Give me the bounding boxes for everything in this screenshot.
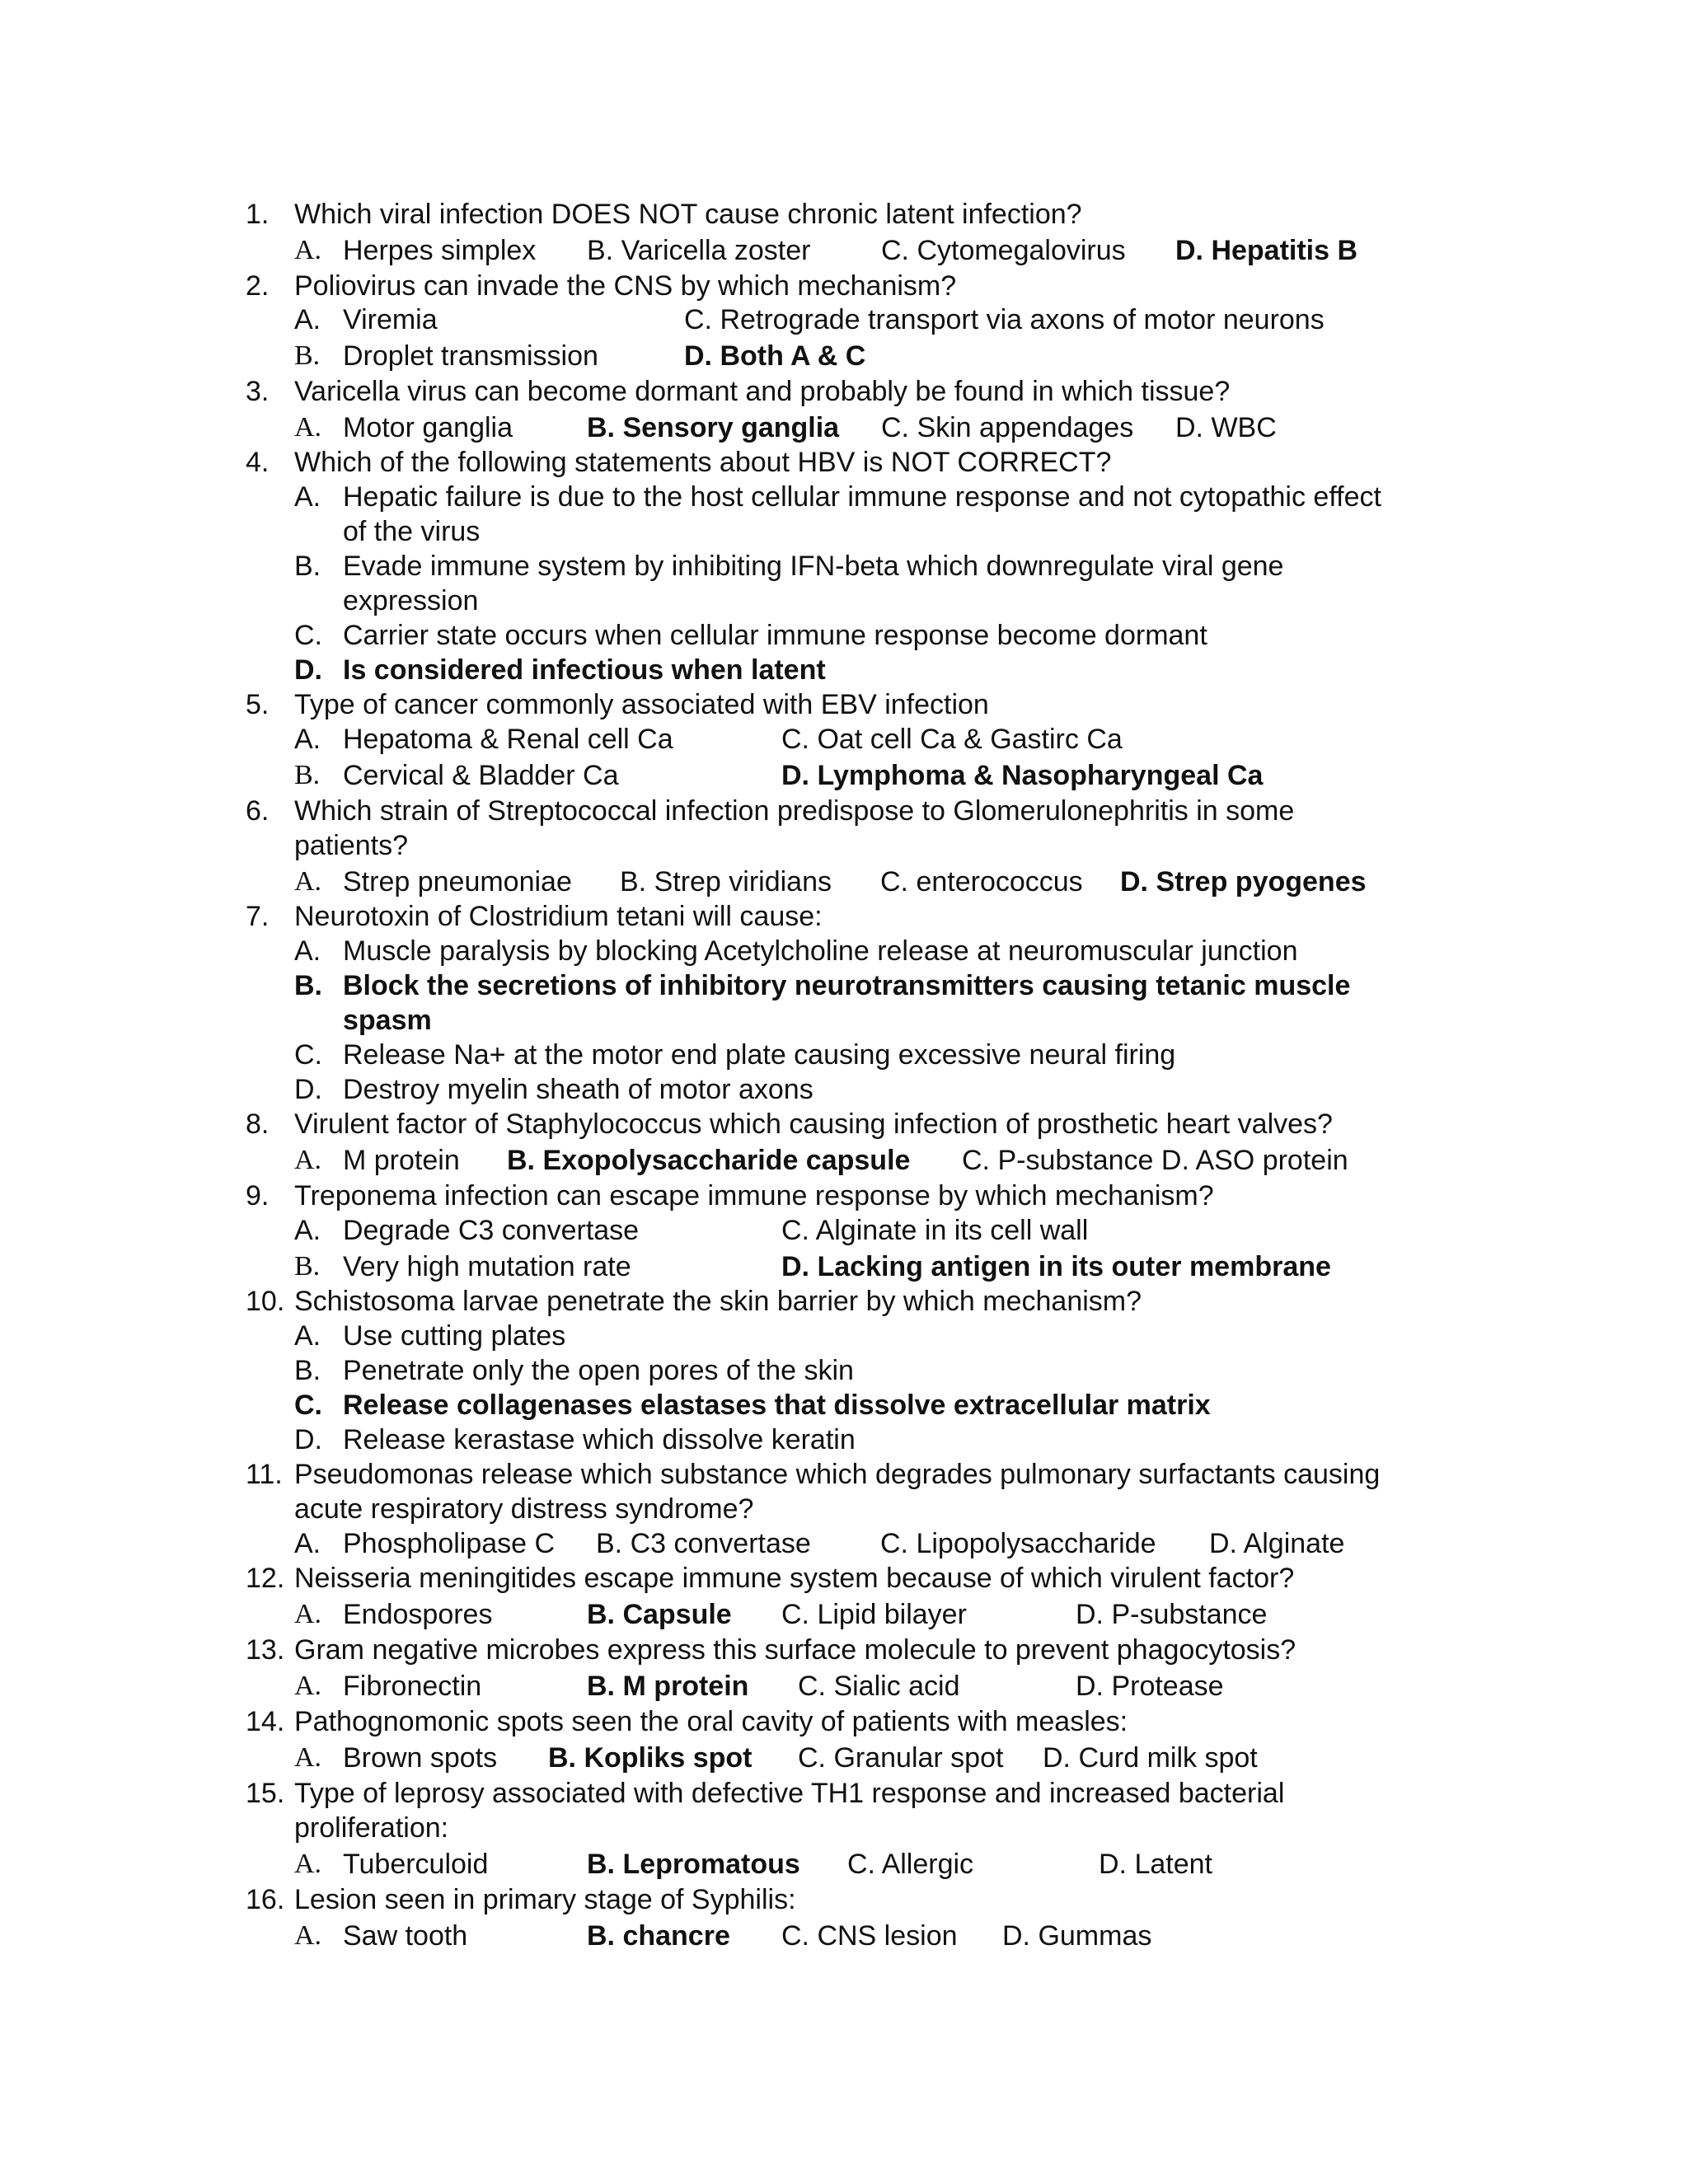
q9-option-d: D. Lacking antigen in its outer membrane bbox=[781, 1251, 1331, 1282]
q5-question: Type of cancer commonly associated with EBV infection bbox=[294, 689, 989, 720]
q6-option-a-letter: A. bbox=[294, 866, 322, 897]
q16-question: Lesion seen in primary stage of Syphilis: bbox=[294, 1884, 796, 1915]
q11-question-line1: Pseudomonas release which substance which degrades pulmonary surfactants causing bbox=[294, 1459, 1381, 1490]
q16-option-a-letter: A. bbox=[294, 1920, 322, 1951]
q12-option-d: D. P-substance bbox=[1076, 1599, 1268, 1630]
q8-option-b: B. Exopolysaccharide capsule bbox=[507, 1145, 911, 1176]
q1-option-d: D. Hepatitis B bbox=[1175, 235, 1358, 266]
q7-option-c-letter: C. bbox=[294, 1039, 322, 1071]
q4-option-a-line1: Hepatic failure is due to the host cellular immune response and not cytopathic effect bbox=[343, 481, 1381, 513]
q8-number: 8. bbox=[246, 1108, 270, 1140]
q10-number: 10. bbox=[246, 1286, 285, 1317]
q13-question: Gram negative microbes express this surface molecule to prevent phagocytosis? bbox=[294, 1634, 1296, 1666]
q16-option-b: B. chancre bbox=[587, 1920, 730, 1952]
q4-option-d-letter: D. bbox=[294, 654, 322, 686]
q12-option-b: B. Capsule bbox=[587, 1599, 732, 1630]
q5-option-a: Hepatoma & Renal cell Ca bbox=[343, 724, 673, 755]
q5-option-c: C. Oat cell Ca & Gastirc Ca bbox=[781, 724, 1123, 755]
q13-option-b: B. M protein bbox=[587, 1671, 749, 1702]
q9-option-a: Degrade C3 convertase bbox=[343, 1215, 640, 1246]
q6-question-line2: patients? bbox=[294, 830, 408, 861]
q2-option-c: C. Retrograde transport via axons of motor neurons bbox=[684, 304, 1325, 335]
q1-option-a: Herpes simplex bbox=[343, 235, 537, 266]
q12-option-a: Endospores bbox=[343, 1599, 493, 1630]
q3-option-c: C. Skin appendages bbox=[881, 412, 1134, 443]
q12-question: Neisseria meningitides escape immune system because of which virulent factor? bbox=[294, 1563, 1295, 1594]
q10-question: Schistosoma larvae penetrate the skin barrier by which mechanism? bbox=[294, 1286, 1142, 1317]
q15-option-b: B. Lepromatous bbox=[587, 1849, 800, 1880]
q9-option-a-letter: A. bbox=[294, 1215, 321, 1246]
q16-option-d: D. Gummas bbox=[1002, 1920, 1152, 1952]
q15-option-a: Tuberculoid bbox=[343, 1849, 489, 1880]
q2-question: Poliovirus can invade the CNS by which mechanism? bbox=[294, 270, 957, 302]
q7-question: Neurotoxin of Clostridium tetani will cause: bbox=[294, 901, 823, 932]
q7-option-a: Muscle paralysis by blocking Acetylcholine release at neuromuscular junction bbox=[343, 935, 1298, 967]
q9-question: Treponema infection can escape immune response by which mechanism? bbox=[294, 1180, 1214, 1212]
q4-option-c: Carrier state occurs when cellular immune response become dormant bbox=[343, 620, 1207, 651]
q11-number: 11. bbox=[246, 1459, 283, 1490]
q3-option-b: B. Sensory ganglia bbox=[587, 412, 840, 443]
q4-option-b-line2: expression bbox=[343, 585, 479, 616]
q12-number: 12. bbox=[246, 1563, 285, 1594]
q7-option-a-letter: A. bbox=[294, 935, 321, 967]
q8-question: Virulent factor of Staphylococcus which causing infection of prosthetic heart valves? bbox=[294, 1108, 1333, 1140]
q15-option-a-letter: A. bbox=[294, 1849, 322, 1879]
q2-option-b: Droplet transmission bbox=[343, 340, 598, 372]
q9-option-b-letter: B. bbox=[294, 1251, 321, 1282]
q16-option-a: Saw tooth bbox=[343, 1920, 468, 1952]
q14-option-a-letter: A. bbox=[294, 1742, 322, 1773]
q7-option-b-letter: B. bbox=[294, 970, 322, 1001]
q6-option-d: D. Strep pyogenes bbox=[1120, 866, 1367, 898]
q4-number: 4. bbox=[246, 447, 270, 478]
q5-number: 5. bbox=[246, 689, 270, 720]
q16-number: 16. bbox=[246, 1884, 285, 1915]
q14-option-b: B. Kopliks spot bbox=[548, 1742, 753, 1774]
q3-option-d: D. WBC bbox=[1175, 412, 1277, 443]
q8-option-a: M protein bbox=[343, 1145, 460, 1176]
q3-number: 3. bbox=[246, 376, 270, 407]
q7-option-b-line2: spasm bbox=[343, 1005, 432, 1036]
q10-option-b: Penetrate only the open pores of the skin bbox=[343, 1355, 854, 1386]
q1-question: Which viral infection DOES NOT cause chronic latent infection? bbox=[294, 199, 1082, 230]
q4-option-a-line2: of the virus bbox=[343, 516, 481, 547]
q5-option-a-letter: A. bbox=[294, 724, 321, 755]
q7-option-d: Destroy myelin sheath of motor axons bbox=[343, 1074, 814, 1105]
q6-number: 6. bbox=[246, 795, 270, 827]
q15-option-d: D. Latent bbox=[1099, 1849, 1212, 1880]
q7-number: 7. bbox=[246, 901, 270, 932]
q4-option-c-letter: C. bbox=[294, 620, 322, 651]
q1-option-c: C. Cytomegalovirus bbox=[881, 235, 1126, 266]
q2-option-a-letter: A. bbox=[294, 304, 321, 335]
q8-option-a-letter: A. bbox=[294, 1145, 322, 1175]
q1-option-a-letter: A. bbox=[294, 235, 322, 265]
q13-option-a-letter: A. bbox=[294, 1671, 322, 1701]
q11-question-line2: acute respiratory distress syndrome? bbox=[294, 1493, 754, 1525]
q7-option-c: Release Na+ at the motor end plate causing excessive neural firing bbox=[343, 1039, 1176, 1071]
q10-option-d-letter: D. bbox=[294, 1424, 322, 1455]
q6-question-line1: Which strain of Streptococcal infection predispose to Glomerulonephritis in some bbox=[294, 795, 1295, 827]
q7-option-d-letter: D. bbox=[294, 1074, 322, 1105]
q6-option-a: Strep pneumoniae bbox=[343, 866, 572, 898]
q5-option-b-letter: B. bbox=[294, 760, 321, 790]
q10-option-a: Use cutting plates bbox=[343, 1320, 566, 1352]
q1-number: 1. bbox=[246, 199, 270, 230]
q10-option-a-letter: A. bbox=[294, 1320, 321, 1352]
q10-option-c-letter: C. bbox=[294, 1390, 322, 1421]
q7-option-b-line1: Block the secretions of inhibitory neurotransmitters causing tetanic muscle bbox=[343, 970, 1351, 1001]
q13-number: 13. bbox=[246, 1634, 285, 1666]
q9-number: 9. bbox=[246, 1180, 270, 1212]
q4-option-b-line1: Evade immune system by inhibiting IFN-beta which downregulate viral gene bbox=[343, 551, 1284, 582]
q11-option-a: Phospholipase C bbox=[343, 1528, 556, 1559]
q15-number: 15. bbox=[246, 1778, 285, 1809]
q1-option-b: B. Varicella zoster bbox=[587, 235, 811, 266]
q4-option-b-letter: B. bbox=[294, 551, 321, 582]
q4-question: Which of the following statements about HBV is NOT CORRECT? bbox=[294, 447, 1112, 478]
q15-option-c: C. Allergic bbox=[847, 1849, 974, 1880]
q2-option-b-letter: B. bbox=[294, 340, 321, 371]
q10-option-b-letter: B. bbox=[294, 1355, 321, 1386]
q16-option-c: C. CNS lesion bbox=[781, 1920, 958, 1952]
q12-option-c: C. Lipid bilayer bbox=[781, 1599, 967, 1630]
q11-option-c: C. Lipopolysaccharide bbox=[880, 1528, 1156, 1559]
q11-option-d: D. Alginate bbox=[1209, 1528, 1345, 1559]
q14-option-c: C. Granular spot bbox=[798, 1742, 1004, 1774]
q13-option-d: D. Protease bbox=[1076, 1671, 1224, 1702]
q5-option-b: Cervical & Bladder Ca bbox=[343, 760, 619, 791]
q6-option-b: B. Strep viridians bbox=[620, 866, 832, 898]
q10-option-d: Release kerastase which dissolve keratin bbox=[343, 1424, 856, 1455]
q8-option-cd: C. P-substance D. ASO protein bbox=[962, 1145, 1348, 1176]
q14-question: Pathognomonic spots seen the oral cavity of patients with measles: bbox=[294, 1706, 1128, 1737]
q4-option-d: Is considered infectious when latent bbox=[343, 654, 826, 686]
q14-option-d: D. Curd milk spot bbox=[1043, 1742, 1258, 1774]
q10-option-c: Release collagenases elastases that dissolve extracellular matrix bbox=[343, 1390, 1211, 1421]
q12-option-a-letter: A. bbox=[294, 1599, 322, 1629]
q3-question: Varicella virus can become dormant and probably be found in which tissue? bbox=[294, 376, 1231, 407]
q14-option-a: Brown spots bbox=[343, 1742, 498, 1774]
q15-question-line1: Type of leprosy associated with defective TH1 response and increased bacterial bbox=[294, 1778, 1285, 1809]
q4-option-a-letter: A. bbox=[294, 481, 321, 513]
q11-option-b: B. C3 convertase bbox=[596, 1528, 811, 1559]
q13-option-c: C. Sialic acid bbox=[798, 1671, 960, 1702]
q2-option-d: D. Both A & C bbox=[684, 340, 866, 372]
q9-option-c: C. Alginate in its cell wall bbox=[781, 1215, 1089, 1246]
q14-number: 14. bbox=[246, 1706, 285, 1737]
q5-option-d: D. Lymphoma & Nasopharyngeal Ca bbox=[781, 760, 1264, 791]
q11-option-a-letter: A. bbox=[294, 1528, 321, 1559]
q6-option-c: C. enterococcus bbox=[880, 866, 1083, 898]
q2-number: 2. bbox=[246, 270, 270, 302]
q3-option-a-letter: A. bbox=[294, 412, 322, 443]
q2-option-a: Viremia bbox=[343, 304, 438, 335]
q9-option-b: Very high mutation rate bbox=[343, 1251, 631, 1282]
q13-option-a: Fibronectin bbox=[343, 1671, 482, 1702]
q15-question-line2: proliferation: bbox=[294, 1812, 449, 1844]
q3-option-a: Motor ganglia bbox=[343, 412, 513, 443]
